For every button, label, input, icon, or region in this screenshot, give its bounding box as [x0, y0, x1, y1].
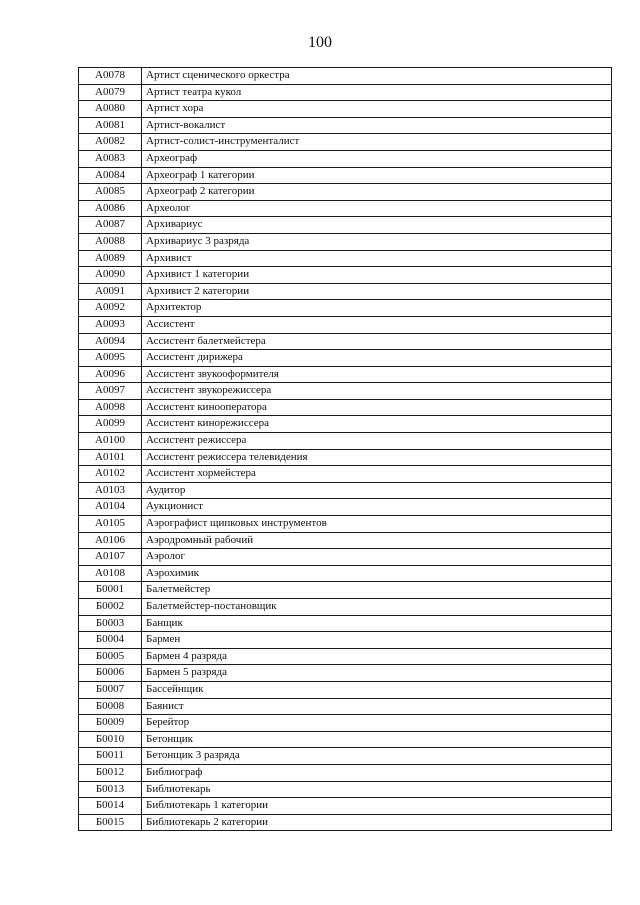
row-profession-name: Архивист — [142, 250, 612, 267]
row-profession-name: Ассистент — [142, 316, 612, 333]
table-row — [79, 366, 612, 383]
row-profession-name: Ассистент кинорежиссера — [142, 416, 612, 433]
row-profession-name: Артист-вокалист — [142, 117, 612, 134]
row-code: А0083 — [79, 150, 142, 167]
row-profession-name: Археограф 1 категории — [142, 167, 612, 184]
row-profession-name: Аэролог — [142, 549, 612, 566]
table-row — [79, 383, 612, 400]
row-profession-name: Ассистент кинооператора — [142, 399, 612, 416]
table-row — [79, 399, 612, 416]
row-profession-name: Ассистент дирижера — [142, 350, 612, 367]
row-profession-name: Бармен — [142, 632, 612, 649]
table-row — [79, 549, 612, 566]
row-profession-name: Ассистент звукооформителя — [142, 366, 612, 383]
table-row — [79, 283, 612, 300]
row-code: А0091 — [79, 283, 142, 300]
table-row — [79, 250, 612, 267]
table-row — [79, 466, 612, 483]
row-profession-name: Архивист 2 категории — [142, 283, 612, 300]
row-code: А0081 — [79, 117, 142, 134]
row-code: А0106 — [79, 532, 142, 549]
table-body — [79, 68, 612, 831]
row-profession-name: Артист театра кукол — [142, 84, 612, 101]
table-row — [79, 449, 612, 466]
row-code: Б0011 — [79, 748, 142, 765]
row-code: Б0002 — [79, 599, 142, 616]
row-code: Б0015 — [79, 814, 142, 831]
row-code: А0107 — [79, 549, 142, 566]
row-profession-name: Ассистент звукорежиссера — [142, 383, 612, 400]
row-profession-name: Архивариус 3 разряда — [142, 233, 612, 250]
table-row — [79, 715, 612, 732]
row-code: Б0009 — [79, 715, 142, 732]
row-profession-name: Библиотекарь — [142, 781, 612, 798]
table-row — [79, 267, 612, 284]
table-row — [79, 150, 612, 167]
row-code: А0098 — [79, 399, 142, 416]
row-profession-name: Ассистент режиссера телевидения — [142, 449, 612, 466]
row-profession-name: Берейтор — [142, 715, 612, 732]
row-profession-name: Археограф — [142, 150, 612, 167]
row-profession-name: Библиотекарь 2 категории — [142, 814, 612, 831]
table-row — [79, 665, 612, 682]
table-row — [79, 101, 612, 118]
table-row — [79, 764, 612, 781]
table-row — [79, 482, 612, 499]
row-profession-name: Аэрохимик — [142, 565, 612, 582]
table-row — [79, 599, 612, 616]
table-row — [79, 748, 612, 765]
row-profession-name: Артист сценического оркестра — [142, 68, 612, 85]
table-row — [79, 798, 612, 815]
row-code: Б0013 — [79, 781, 142, 798]
table-row — [79, 632, 612, 649]
table-row — [79, 681, 612, 698]
row-profession-name: Архивист 1 категории — [142, 267, 612, 284]
row-code: А0089 — [79, 250, 142, 267]
row-code: А0088 — [79, 233, 142, 250]
table-row — [79, 781, 612, 798]
row-profession-name: Банщик — [142, 615, 612, 632]
row-profession-name: Ассистент балетмейстера — [142, 333, 612, 350]
table-row — [79, 134, 612, 151]
row-profession-name: Археограф 2 категории — [142, 184, 612, 201]
row-code: А0102 — [79, 466, 142, 483]
table-row — [79, 731, 612, 748]
table-row — [79, 217, 612, 234]
row-code: Б0010 — [79, 731, 142, 748]
table-row — [79, 84, 612, 101]
row-code: Б0005 — [79, 648, 142, 665]
row-profession-name: Архивариус — [142, 217, 612, 234]
table-row — [79, 499, 612, 516]
row-profession-name: Бассейнщик — [142, 681, 612, 698]
table-row — [79, 184, 612, 201]
row-profession-name: Аудитор — [142, 482, 612, 499]
row-profession-name: Библиотекарь 1 категории — [142, 798, 612, 815]
profession-code-table — [78, 67, 612, 831]
table-row — [79, 333, 612, 350]
row-code: А0101 — [79, 449, 142, 466]
table-row — [79, 516, 612, 533]
row-profession-name: Архитектор — [142, 300, 612, 317]
row-code: А0085 — [79, 184, 142, 201]
row-profession-name: Ассистент хормейстера — [142, 466, 612, 483]
row-code: Б0003 — [79, 615, 142, 632]
table-row — [79, 416, 612, 433]
row-code: А0087 — [79, 217, 142, 234]
row-code: А0093 — [79, 316, 142, 333]
table-row — [79, 648, 612, 665]
table-row — [79, 698, 612, 715]
row-profession-name: Балетмейстер — [142, 582, 612, 599]
row-code: Б0014 — [79, 798, 142, 815]
row-code: А0095 — [79, 350, 142, 367]
row-profession-name: Аэрографист щипковых инструментов — [142, 516, 612, 533]
row-code: А0082 — [79, 134, 142, 151]
row-code: А0097 — [79, 383, 142, 400]
row-profession-name: Бармен 5 разряда — [142, 665, 612, 682]
row-code: Б0006 — [79, 665, 142, 682]
row-code: А0094 — [79, 333, 142, 350]
table-row — [79, 814, 612, 831]
row-code: А0078 — [79, 68, 142, 85]
row-profession-name: Бармен 4 разряда — [142, 648, 612, 665]
row-profession-name: Аэродромный рабочий — [142, 532, 612, 549]
row-code: А0105 — [79, 516, 142, 533]
table-row — [79, 433, 612, 450]
row-code: Б0004 — [79, 632, 142, 649]
table-row — [79, 117, 612, 134]
table-row — [79, 316, 612, 333]
row-code: Б0007 — [79, 681, 142, 698]
page-number: 100 — [308, 34, 332, 51]
row-profession-name: Ассистент режиссера — [142, 433, 612, 450]
row-code: А0108 — [79, 565, 142, 582]
row-profession-name: Бетонщик — [142, 731, 612, 748]
row-profession-name: Библиограф — [142, 764, 612, 781]
row-code: Б0001 — [79, 582, 142, 599]
row-code: А0092 — [79, 300, 142, 317]
table-row — [79, 300, 612, 317]
row-code: Б0012 — [79, 764, 142, 781]
row-code: А0090 — [79, 267, 142, 284]
row-code: А0084 — [79, 167, 142, 184]
row-code: А0086 — [79, 200, 142, 217]
table-row — [79, 233, 612, 250]
row-code: А0080 — [79, 101, 142, 118]
table-row — [79, 582, 612, 599]
row-profession-name: Артист хора — [142, 101, 612, 118]
table-row — [79, 615, 612, 632]
row-profession-name: Балетмейстер-постановщик — [142, 599, 612, 616]
row-profession-name: Археолог — [142, 200, 612, 217]
row-code: А0079 — [79, 84, 142, 101]
table-row — [79, 68, 612, 85]
row-code: А0096 — [79, 366, 142, 383]
table-row — [79, 200, 612, 217]
table-row — [79, 532, 612, 549]
table-row — [79, 350, 612, 367]
table-row — [79, 167, 612, 184]
row-profession-name: Бетонщик 3 разряда — [142, 748, 612, 765]
row-profession-name: Аукционист — [142, 499, 612, 516]
row-profession-name: Артист-солист-инструменталист — [142, 134, 612, 151]
row-code: А0104 — [79, 499, 142, 516]
table-row — [79, 565, 612, 582]
row-profession-name: Баянист — [142, 698, 612, 715]
row-code: А0100 — [79, 433, 142, 450]
row-code: А0099 — [79, 416, 142, 433]
row-code: Б0008 — [79, 698, 142, 715]
row-code: А0103 — [79, 482, 142, 499]
